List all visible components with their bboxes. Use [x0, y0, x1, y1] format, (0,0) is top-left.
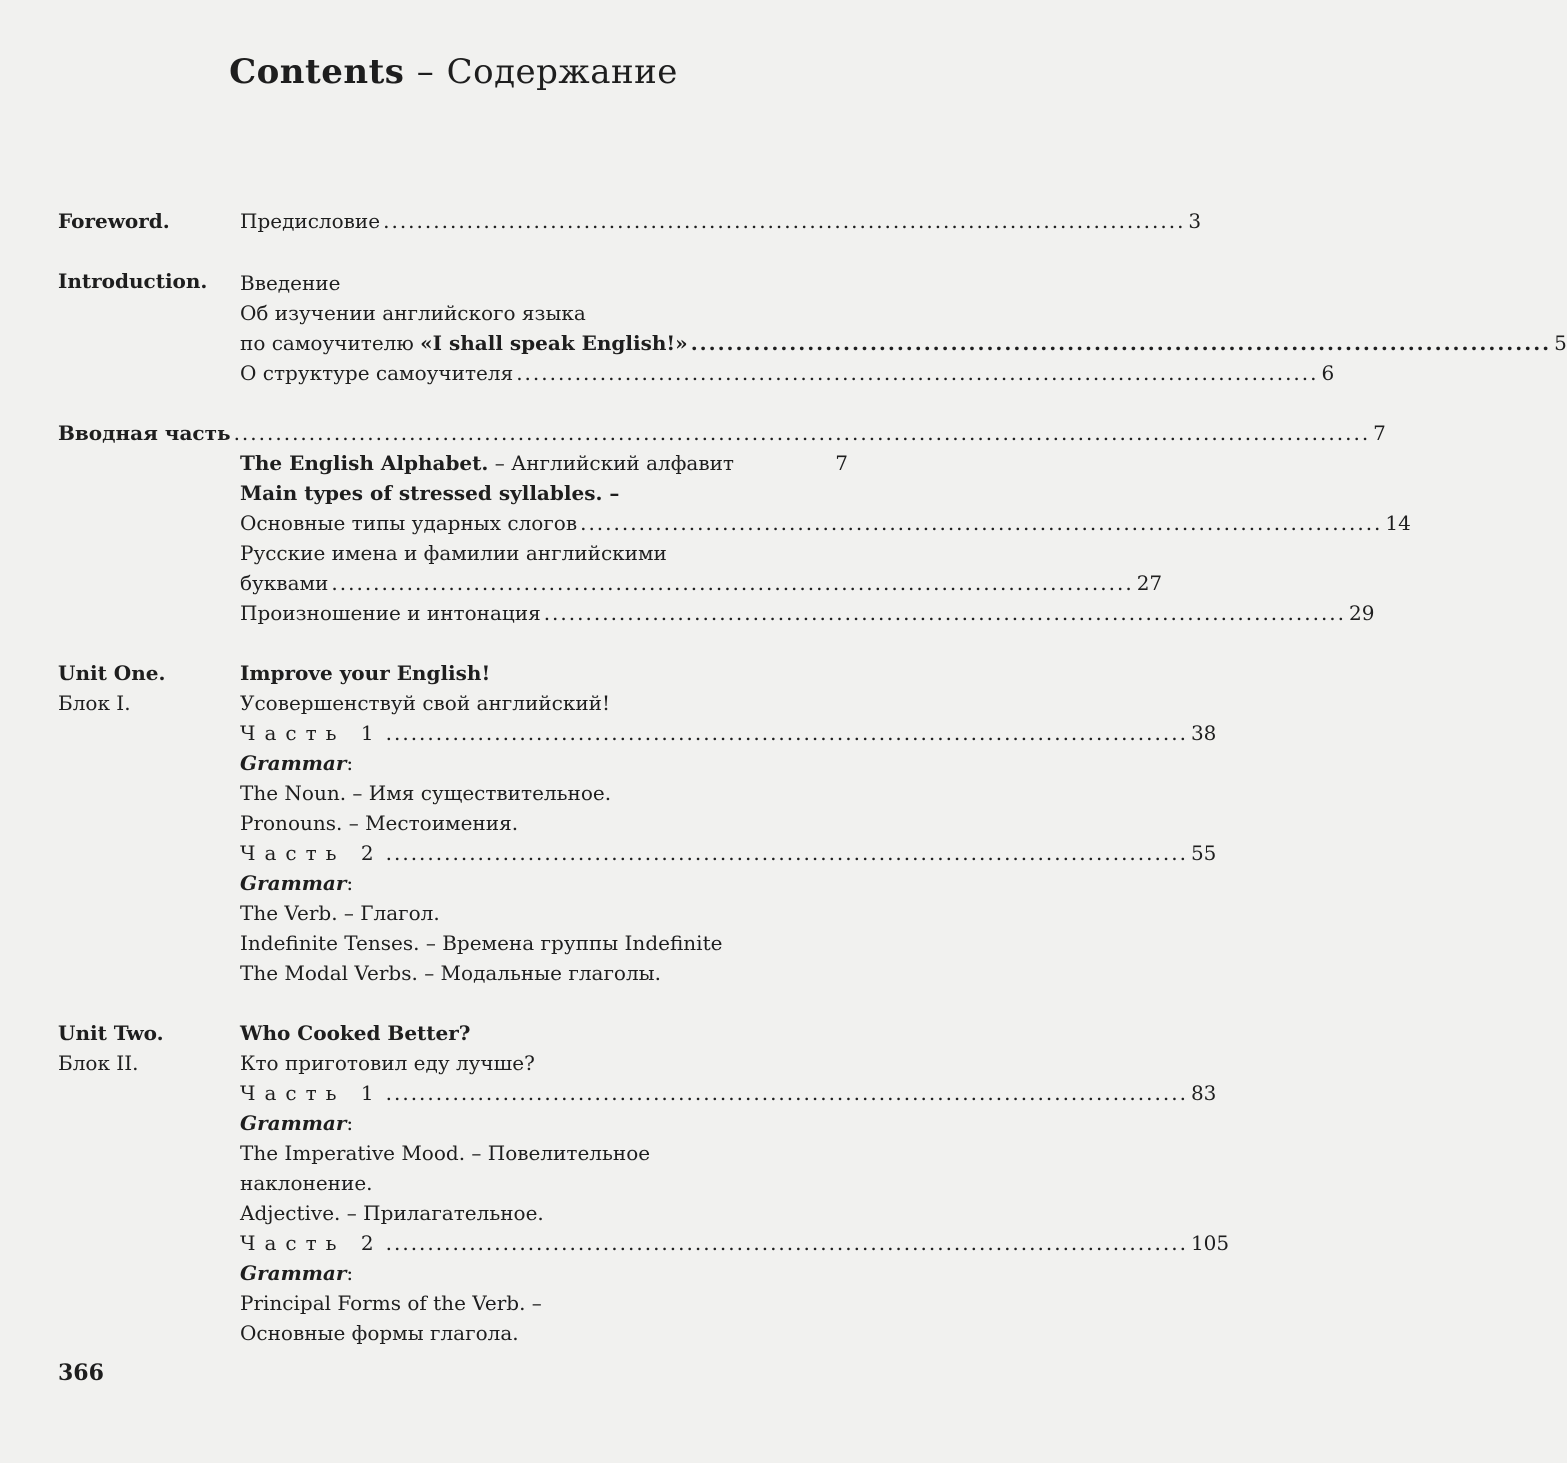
page-ref: 3 [1188, 209, 1202, 233]
toc-line: The Imperative Mood. – Повелительное [240, 1141, 651, 1165]
page-ref: 14 [1385, 511, 1411, 535]
toc-entry-part [240, 1228, 1230, 1258]
toc-entry-part [240, 718, 1217, 748]
entry-text: буквами [240, 571, 329, 595]
page-ref: 7 [1373, 421, 1386, 445]
entry-text: Произношение и интонация [240, 601, 541, 625]
page-number: 366 [58, 1360, 104, 1386]
introduction-label: Introduction. [58, 269, 208, 293]
entry-text: Предисловие [240, 209, 381, 233]
toc-line: The Verb. – Глагол. [240, 901, 440, 925]
toc-entry-part [240, 1078, 1217, 1108]
toc-entry-part [240, 838, 1217, 868]
unit-title: Improve your English! [240, 661, 491, 685]
toc-line: Adjective. – Прилагательное. [240, 1201, 544, 1225]
toc-line: Основные формы глагола. [240, 1321, 519, 1345]
dot-leader: ................................................................................................ [543, 601, 1347, 625]
unit-title-ru: Кто приготовил еду лучше? [240, 1051, 535, 1075]
page-ref: 6 [1321, 361, 1335, 385]
block-one-label: Блок I. [58, 691, 131, 715]
title-en: Contents [229, 52, 405, 92]
title-dash: – [416, 52, 435, 92]
toc-entry-structure [240, 358, 1335, 388]
toc-entry-syllables [240, 508, 1411, 538]
grammar-heading: Grammar: [240, 871, 354, 895]
dot-leader: ................................................................................................ [385, 841, 1188, 865]
unit-title: Who Cooked Better? [240, 1021, 471, 1045]
toc-line: Введение [240, 271, 341, 295]
page-ref: 29 [1349, 601, 1375, 625]
toc-line: Pronouns. – Местоимения. [240, 811, 519, 835]
title-ru: Содержание [446, 52, 678, 92]
page-ref: 83 [1190, 1081, 1217, 1105]
toc-line: наклонение. [240, 1171, 373, 1195]
unit-two-label: Unit Two. [58, 1021, 164, 1045]
toc-entry-intro-method [240, 328, 1567, 358]
dot-leader: ................................................................................................ [690, 331, 1552, 355]
entry-text: по самоучителю «I shall speak English!» [240, 331, 688, 355]
toc-line: Indefinite Tenses. – Времена группы Indefinite [240, 931, 723, 955]
dot-leader: ................................................................................................ [385, 1231, 1188, 1255]
entry-text: Часть 2 [240, 841, 383, 865]
toc-line: The Modal Verbs. – Модальные глаголы. [240, 961, 661, 985]
entry-text: Часть 2 [240, 1231, 383, 1255]
entry-text: The English Alphabet. – Английский алфавит [240, 451, 734, 475]
entry-text: Часть 1 [240, 721, 383, 745]
toc-entry-foreword [240, 206, 1202, 236]
page-title [0, 52, 907, 92]
dot-leader: ........................................................................................................................................ [233, 421, 1371, 445]
page-ref: 5 [1554, 331, 1567, 355]
toc-entry-alphabet [240, 448, 848, 478]
page-ref: 38 [1190, 721, 1217, 745]
toc-line: Об изучении английского языка [240, 301, 586, 325]
grammar-heading: Grammar: [240, 1261, 354, 1285]
page-ref: 55 [1190, 841, 1217, 865]
grammar-heading: Grammar: [240, 751, 354, 775]
dot-leader: ................................................................................................ [385, 1081, 1188, 1105]
dot-leader: ................................................................................................ [516, 361, 1319, 385]
dot-leader: ................................................................................................ [580, 511, 1383, 535]
entry-text: Основные типы ударных слогов [240, 511, 578, 535]
unit-title-ru: Усовершенствуй свой английский! [240, 691, 611, 715]
toc-entry-pronunciation [240, 598, 1375, 628]
toc-entry-names [240, 568, 1163, 598]
toc-line: Main types of stressed syllables. – [240, 481, 620, 505]
toc-entry-intro-part [58, 418, 1386, 448]
grammar-heading: Grammar: [240, 1111, 354, 1135]
page-ref: 105 [1190, 1231, 1230, 1255]
dot-leader: ................................................................................................ [385, 721, 1188, 745]
block-two-label: Блок II. [58, 1051, 139, 1075]
toc-line: Principal Forms of the Verb. – [240, 1291, 542, 1315]
dot-leader: ................................................................................................ [383, 209, 1186, 233]
toc-line: Русские имена и фамилии английскими [240, 541, 667, 565]
dot-leader: ................................................................................................ [331, 571, 1134, 595]
page-ref: 27 [1136, 571, 1163, 595]
toc-line: The Noun. – Имя существительное. [240, 781, 612, 805]
entry-text: О структуре самоучителя [240, 361, 514, 385]
page-ref: 7 [835, 451, 848, 475]
foreword-label: Foreword. [58, 209, 170, 233]
entry-text: Часть 1 [240, 1081, 383, 1105]
unit-one-label: Unit One. [58, 661, 166, 685]
entry-text: Вводная часть [58, 421, 231, 445]
